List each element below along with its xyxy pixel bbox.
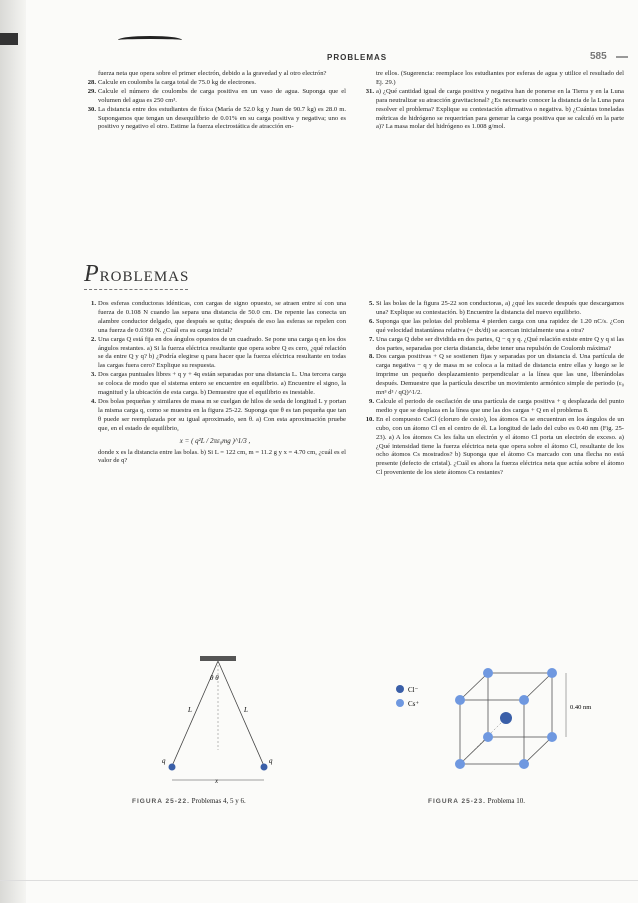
problem-item — [84, 79, 346, 88]
legend-cl-marker — [396, 685, 404, 693]
cs-atom — [483, 668, 493, 678]
problem-number: 31. — [365, 87, 374, 95]
problem-text: tre ellos. (Sugerencia: reemplace los estudiantes por esferas de agua y utilice el resultado del Ej. 29.) — [376, 70, 624, 86]
problem-item — [84, 300, 346, 336]
problem-text: Una carga Q está fija en dos ángulos opuestos de un cuadrado. Se pone una carga q en los dos ángulos restantes. a) Si la fuerza eléctrica resultante que opera sobre Q es cero, ¿qué relación se da entre Q y q? b) ¿Podría elegirse q para hacer que la fuerza eléctrica resultante en todas las cargas fuera cero? Explique su respuesta. — [98, 335, 346, 370]
cs-atom — [547, 668, 557, 678]
problem-text: Calcule el número de coulombs de carga positiva en un vaso de agua. Suponga que el volumen del agua es 250 cm³. — [98, 87, 346, 104]
top-left-column — [84, 70, 346, 132]
problem-number: 7. — [369, 335, 374, 343]
legend-cl-label: Cl⁻ — [408, 686, 419, 694]
problem-number: 9. — [369, 397, 374, 405]
problem-text: Si las bolas de la figura 25-22 son conductoras, a) ¿qué les sucede después que descargamos una? Explique su contestación. b) Encuentre la distancia del nuevo equilibrio. — [376, 300, 624, 316]
problem-continuation — [84, 449, 346, 467]
figure-25-22-pendulum — [150, 650, 290, 790]
problem-item — [362, 398, 624, 416]
section-initial: P — [84, 261, 100, 287]
figure-25-23-cscl-cube — [390, 655, 620, 790]
problem-number: 5. — [369, 300, 374, 307]
left-problems-column — [84, 300, 346, 466]
problem-number: 28. — [87, 78, 96, 86]
caption-figure-number: FIGURA 25-22. — [132, 798, 190, 805]
problem-item — [362, 416, 624, 478]
ceiling-support — [200, 656, 236, 661]
left-charged-ball — [169, 764, 176, 771]
charge-label-left: q — [162, 757, 166, 765]
problem-item — [84, 106, 346, 133]
problem-item — [84, 336, 346, 372]
problem-text: Suponga que las pelotas del problema 4 pierden carga con una rapidez de 1.20 nC/s. ¿Con qué velocidad instantánea relativa (= dx/dt) se acercan inicialmente una a otra? — [376, 317, 624, 334]
problem-item — [362, 300, 624, 318]
length-label-right: L — [244, 706, 248, 714]
problem-item — [362, 70, 624, 88]
equilibrium-equation: x = ( q²L / 2πε₀mg )^1/3 , — [179, 436, 251, 445]
legend-cs-marker — [396, 699, 404, 707]
problem-item — [362, 88, 624, 133]
body-diagonal — [460, 718, 506, 764]
figure-25-23-caption — [428, 797, 525, 805]
problem-text: a) ¿Qué cantidad igual de carga positiva y negativa han de ponerse en la Tierra y en la Luna para neutralizar su atracción gravitacional? ¿Es necesario conocer la distancia de la Luna para resolver el problema? Explique su contestación afirmativa o negativa. b) ¿Cuántas toneladas métricas de hidrógeno se requerirían para generar la carga positiva que se calculó en la parte a)? La masa molar del hidrógeno es 1.008 g/mol. — [376, 87, 624, 131]
problem-number: 2. — [91, 335, 96, 343]
cs-atom — [547, 732, 557, 742]
problem-number: 10. — [365, 415, 374, 423]
problem-number: 29. — [87, 87, 96, 95]
legend-cs-label: Cs⁺ — [408, 700, 420, 708]
problem-text: Calcule en coulombs la carga total de 75.0 kg de electrones. — [98, 78, 257, 86]
problem-item — [362, 318, 624, 336]
theta-label: θ θ — [210, 674, 219, 682]
section-title: ROBLEMAS — [99, 269, 190, 285]
problem-number: 3. — [91, 371, 96, 379]
problem-item — [362, 336, 624, 354]
cs-atom — [483, 732, 493, 742]
cs-atom — [455, 695, 465, 705]
problem-text: Dos bolas pequeñas y similares de masa m se cuelgan de hilos de seda de longitud L y portan la misma carga q, como se muestra en la figura 25-22. Suponga que θ es tan pequeña que tan θ puede ser reemplazada por su igual aproximado, sen θ. a) Con esta aproximación pruebe que, en el estado de equilibrio, — [98, 397, 346, 432]
right-problems-column — [362, 300, 624, 478]
figure-25-22-caption — [132, 797, 246, 805]
caption-figure-number: FIGURA 25-23. — [428, 798, 486, 805]
problem-text: La distancia entre dos estudiantes de física (María de 52.0 kg y Juan de 90.7 kg) es 28.0 m. Supongamos que tengan un desequilibrio de 0.01% en su carga positiva y negativa; uno es positivo y negativo el otro. Estime la fuerza electrostática de atracción en- — [98, 105, 346, 131]
problem-item — [84, 398, 346, 434]
cs-atom — [519, 695, 529, 705]
distance-label: x — [215, 777, 219, 785]
problem-number: 4. — [91, 397, 96, 405]
problem-text: Una carga Q debe ser dividida en dos partes, Q − q y q. ¿Qué relación existe entre Q y q si las dos partes, separadas por cierta distancia, debe tener una repulsión de Coulomb máxima? — [376, 335, 624, 352]
problem-number: 6. — [369, 317, 374, 325]
problem-text: fuerza neta que opera sobre el primer electrón, debido a la gravedad y al otro electrón? — [98, 70, 327, 77]
binding-mark — [0, 33, 18, 45]
problem-number: 30. — [87, 105, 96, 113]
decorative-swoosh — [118, 36, 182, 44]
problem-text: Dos cargas positivas + Q se sostienen fijas y separadas por un distancia d. Una partícula de carga negativa − q y de masa m se coloca a la mitad de distancia entre ellas y luego se le imprime un pequeño desplazamiento perpendicular a la línea que las une, liberándolas después. Demuestre que la partícula describe un movimiento armónico simple de periodo (ε₀ mπ³ d³ / qQ)^1/2. — [376, 353, 624, 397]
problem-text: donde x es la distancia entre las bolas. b) Si L = 122 cm, m = 11.2 g y x = 4.70 cm, ¿cuál es el valor de q? — [98, 448, 346, 465]
problem-number: 1. — [91, 300, 96, 307]
cs-atom — [519, 759, 529, 769]
charge-label-right: q — [269, 757, 273, 765]
right-thread — [218, 661, 264, 766]
cs-atom — [455, 759, 465, 769]
section-heading — [84, 261, 304, 290]
running-header: PROBLEMAS — [327, 53, 388, 62]
right-charged-ball — [261, 764, 268, 771]
page-binding-shadow — [0, 0, 26, 903]
dimension-label: 0.40 nm — [570, 704, 592, 711]
problem-number: 8. — [369, 353, 374, 361]
problem-text: En el compuesto CsCl (cloruro de cesio), los átomos Cs se encuentran en los ángulos de un cubo, con un átomo Cl en el centro de él. La longitud de lado del cubo es 0.40 nm (Fig. 25-23). a) A los átomos Cs les falta un electrón y el átomo Cl porta un electrón de exceso. a) ¿Qué intensidad tiene la fuerza eléctrica neta que opera sobre el átomo Cl, resultante de los ocho átomos Cs mostrados? b) Suponga que el átomo Cs marcado con una flecha no está presente (defecto de cristal). ¿Cuál es ahora la fuerza eléctrica neta que actúa sobre el átomo Cl proveniente de los siete átomos Cs restantes? — [376, 415, 624, 477]
page-number: 585 — [590, 51, 607, 62]
header-rule — [616, 56, 628, 58]
cl-atom — [500, 712, 512, 724]
top-right-column — [362, 70, 624, 132]
problem-item — [84, 371, 346, 398]
length-label-left: L — [188, 706, 192, 714]
caption-text: Problema 10. — [487, 797, 525, 805]
problem-text: Calcule el periodo de oscilación de una partícula de carga positiva + q desplazada del punto medio y que se desplaza en la línea que une las dos cargas + Q en el problema 8. — [376, 397, 624, 414]
section-dashed-rule — [84, 289, 188, 290]
problem-item — [362, 353, 624, 398]
problem-item — [84, 88, 346, 106]
problem-text: Dos cargas puntuales libres + q y + 4q están separadas por una distancia L. Una tercera carga se coloca de modo que el sistema entero se encuentre en equilibrio. a) Encuentre el signo, la magnitud y la ubicación de esta carga. b) Demuestre que el equilibrio es inestable. — [98, 371, 346, 397]
problem-item — [84, 70, 346, 79]
page-bottom-edge — [0, 880, 638, 881]
caption-text: Problemas 4, 5 y 6. — [191, 797, 246, 805]
problem-text: Dos esferas conductoras idénticas, con cargas de signo opuesto, se atraen entre sí con una fuerza de 0.108 N cuando las separa una distancia de 50.0 cm. De repente las conecta un alambre conductor delgado, que después se quita; después de eso las esferas se repelen con una fuerza de 0.0360 N. ¿Cuál era su carga inicial? — [98, 300, 346, 334]
